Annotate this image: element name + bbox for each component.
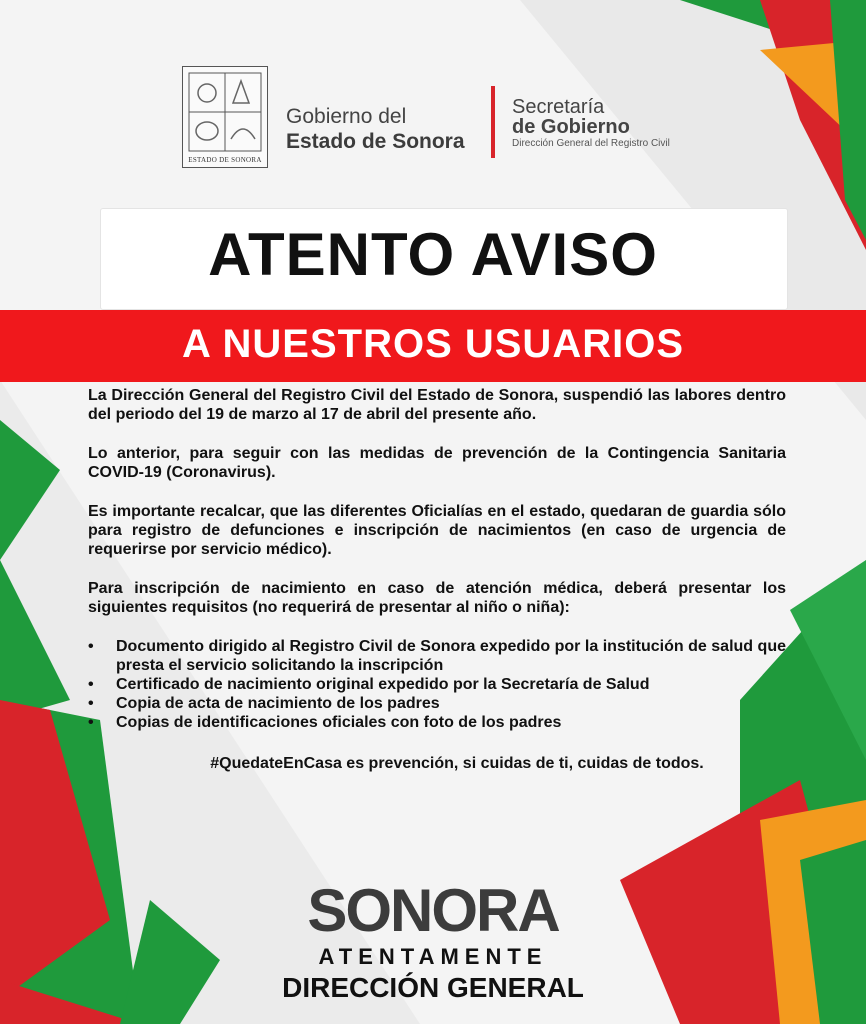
secretaria-line-3: Dirección General del Registro Civil <box>512 138 670 149</box>
bullet-icon: • <box>88 676 94 693</box>
seal-emblem-icon <box>183 67 267 167</box>
list-item <box>88 694 786 713</box>
signature-text: DIRECCIÓN GENERAL <box>282 972 584 1003</box>
bullet-icon: • <box>88 638 94 655</box>
notice-body <box>88 386 786 773</box>
requirement-text: Documento dirigido al Registro Civil de Sonora expedido por la institución de salud que presta el servicio solicitando la inscripción <box>116 638 786 674</box>
bullet-icon: • <box>88 695 94 712</box>
paragraph-4: Para inscripción de nacimiento en caso de atención médica, deberá presentar los siguientes requisitos (no requerirá de presentar al niño o niña): <box>88 580 786 616</box>
paragraph-3: Es importante recalcar, que las diferentes Oficialías en el estado, quedaran de guardia sólo para registro de defunciones e inscripción de nacimientos (en caso de urgencia de requerirse por servicio médico). <box>88 503 786 558</box>
notice-title: ATENTO AVISO <box>208 221 658 288</box>
secretaria-line-1: Secretaría <box>512 96 605 118</box>
gobierno-line-2: Estado de Sonora <box>286 130 465 153</box>
notice-subtitle: A NUESTROS USUARIOS <box>181 322 684 366</box>
header-divider <box>491 86 495 158</box>
requirement-text: Copias de identificaciones oficiales con foto de los padres <box>116 714 562 731</box>
bullet-icon: • <box>88 714 94 731</box>
secretaria-logo-text <box>512 97 670 151</box>
list-item <box>88 713 786 732</box>
requirement-text: Copia de acta de nacimiento de los padres <box>116 695 440 712</box>
gobierno-logo-text <box>286 104 465 154</box>
hashtag-line: #QuedateEnCasa es prevención, si cuidas de ti, cuidas de todos. <box>210 755 704 772</box>
gobierno-line-1: Gobierno del <box>286 105 407 128</box>
secretaria-line-2: de Gobierno <box>512 116 630 138</box>
paragraph-2: Lo anterior, para seguir con las medidas de prevención de la Contingencia Sanitaria COVID-19 (Coronavirus). <box>88 445 786 481</box>
sonora-logo: SONORA <box>307 877 559 944</box>
list-item <box>88 637 786 675</box>
closing-text: ATENTAMENTE <box>318 944 548 969</box>
paragraph-1: La Dirección General del Registro Civil del Estado de Sonora, suspendió las labores dentro del periodo del 19 de marzo al 17 de abril del presente año. <box>88 387 786 423</box>
seal-caption: ESTADO DE SONORA <box>188 156 262 164</box>
list-item <box>88 675 786 694</box>
requirements-list <box>88 637 786 732</box>
state-seal <box>182 66 268 168</box>
requirement-text: Certificado de nacimiento original expedido por la Secretaría de Salud <box>116 676 650 693</box>
